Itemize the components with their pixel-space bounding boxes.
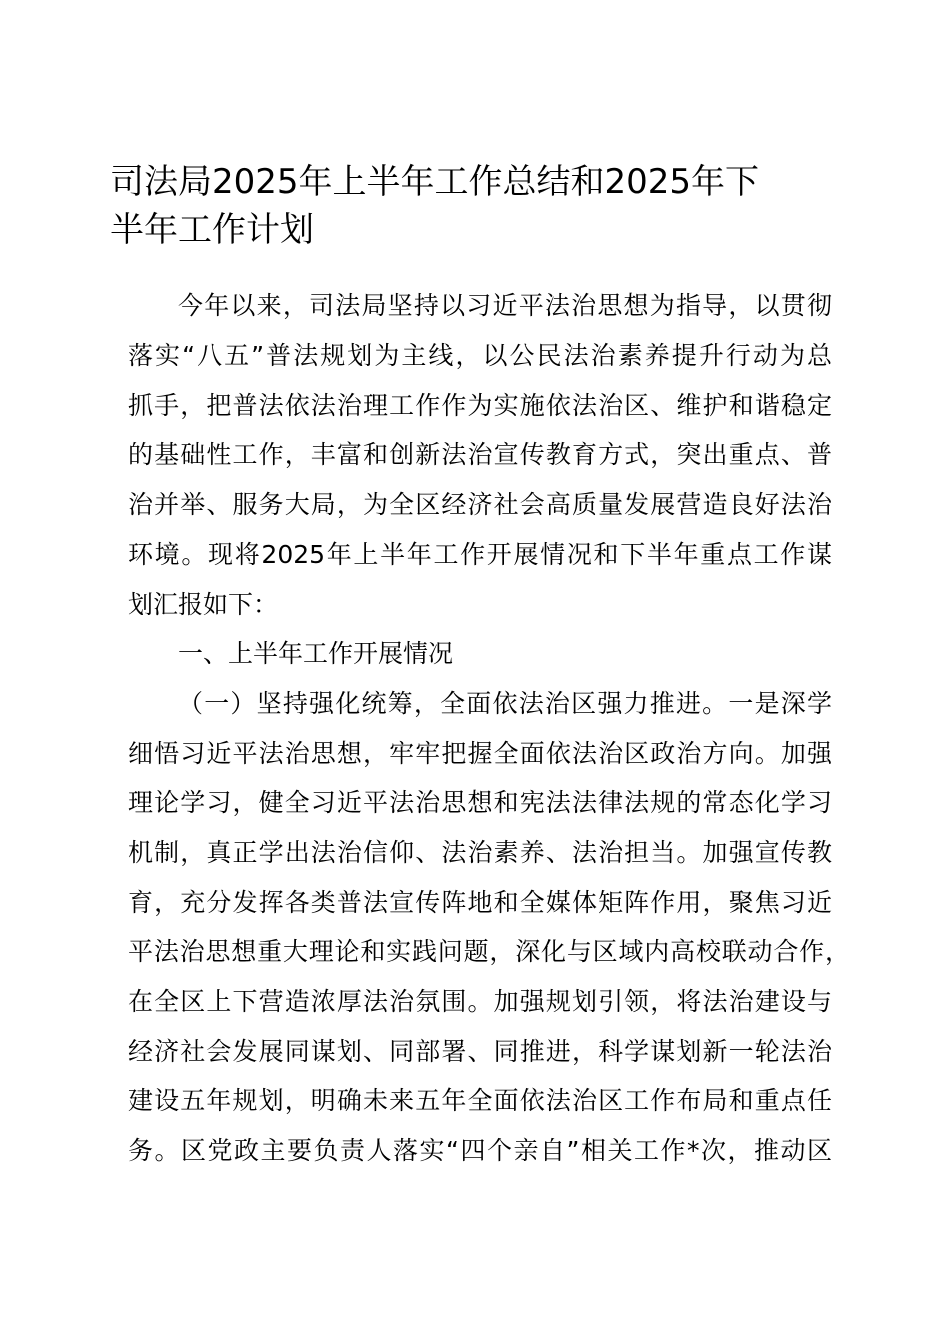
body-line-7: 划汇报如下：	[128, 590, 279, 619]
body-line-10: 细悟习近平法治思想，牢牢把握全面依法治区政治方向。加强	[128, 739, 832, 768]
body-line-14: 平法治思想重大理论和实践问题，深化与区域内高校联动合作，	[128, 937, 850, 966]
body-line-17: 建设五年规划，明确未来五年全面依法治区工作布局和重点任	[128, 1086, 832, 1115]
body-line-3: 抓手，把普法依法治理工作作为实施依法治区、维护和谐稳定	[128, 391, 832, 420]
body-line-2: 落实“八五”普法规划为主线，以公民法治素养提升行动为总	[128, 341, 832, 370]
body-line-16: 经济社会发展同谋划、同部署、同推进，科学谋划新一轮法治	[128, 1037, 832, 1066]
body-line-11: 理论学习，健全习近平法治思想和宪法法律法规的常态化学习	[128, 788, 832, 817]
document-title-line-1: 司法局2025年上半年工作总结和2025年下	[110, 162, 760, 202]
body-line-18: 务。区党政主要负责人落实“四个亲自”相关工作*次，推动区	[128, 1136, 832, 1165]
section-heading: 一、上半年工作开展情况	[178, 639, 454, 668]
body-line-4: 的基础性工作，丰富和创新法治宣传教育方式，突出重点、普	[128, 440, 832, 469]
document-title-line-2: 半年工作计划	[110, 210, 314, 250]
body-line-1: 今年以来，司法局坚持以习近平法治思想为指导，以贯彻	[178, 291, 832, 320]
body-line-13: 育，充分发挥各类普法宣传阵地和全媒体矩阵作用，聚焦习近	[128, 888, 832, 917]
body-line-12: 机制，真正学出法治信仰、法治素养、法治担当。加强宣传教	[128, 838, 832, 867]
body-line-5: 治并举、服务大局，为全区经济社会高质量发展营造良好法治	[128, 490, 832, 519]
body-line-9: （一）坚持强化统筹，全面依法治区强力推进。一是深学	[178, 689, 832, 718]
body-line-15: 在全区上下营造浓厚法治氛围。加强规划引领，将法治建设与	[128, 987, 832, 1016]
body-line-6: 环境。现将2025年上半年工作开展情况和下半年重点工作谋	[128, 540, 832, 569]
